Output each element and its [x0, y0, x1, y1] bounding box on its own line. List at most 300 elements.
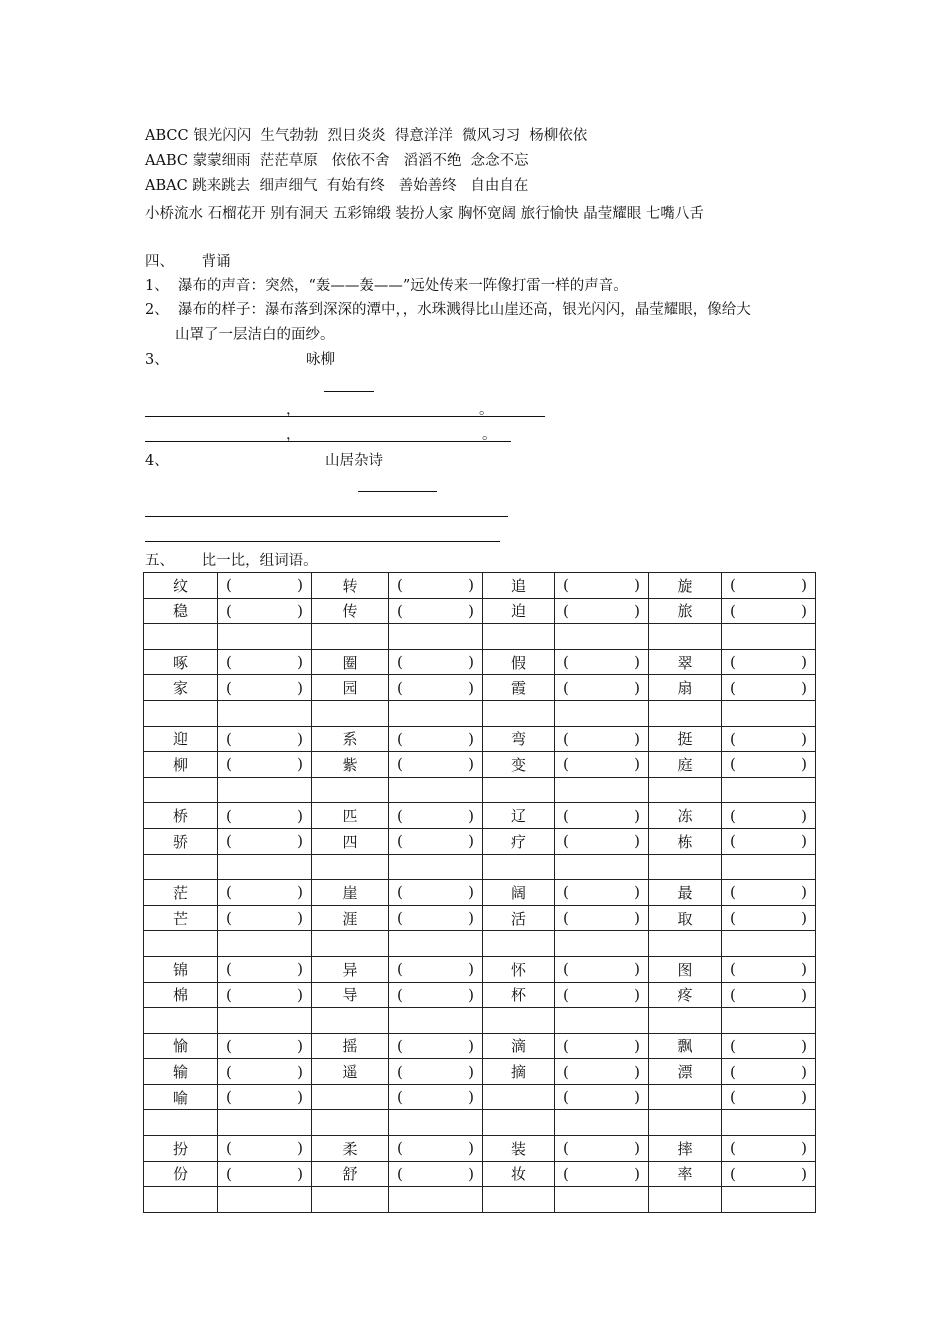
word-answer-cell[interactable]: [722, 1008, 816, 1034]
char-cell: 怀: [483, 956, 555, 982]
word-answer-cell[interactable]: [722, 1187, 816, 1213]
char-cell: 漂: [649, 1059, 722, 1085]
open-bracket: (: [730, 678, 736, 697]
char-cell: 喻: [144, 1084, 218, 1110]
open-bracket: (: [730, 985, 736, 1004]
close-bracket: ): [297, 1036, 303, 1055]
table-row: [144, 956, 816, 982]
word-answer-cell[interactable]: [555, 1084, 649, 1110]
word-answer-cell[interactable]: [218, 982, 312, 1008]
char-cell: 柔: [312, 1136, 389, 1162]
word-answer-cell[interactable]: [218, 624, 312, 650]
char-cell: 份: [144, 1161, 218, 1187]
close-bracket: ): [634, 806, 640, 825]
char-cell: 四: [312, 828, 389, 854]
open-bracket: (: [397, 1062, 403, 1081]
word-answer-cell[interactable]: [555, 777, 649, 803]
word-answer-cell[interactable]: [555, 1008, 649, 1034]
word-answer-cell[interactable]: [555, 1059, 649, 1085]
word-answer-cell[interactable]: [555, 905, 649, 931]
word-answer-cell[interactable]: [722, 675, 816, 701]
char-cell: [144, 931, 218, 957]
word-answer-cell[interactable]: [389, 1161, 483, 1187]
open-bracket: (: [397, 985, 403, 1004]
close-bracket: ): [468, 678, 474, 697]
char-cell: [312, 931, 389, 957]
char-cell: 弯: [483, 726, 555, 752]
char-cell: 飘: [649, 1033, 722, 1059]
word-answer-cell[interactable]: [389, 573, 483, 599]
open-bracket: (: [397, 678, 403, 697]
char-cell: [483, 624, 555, 650]
open-bracket: (: [563, 1062, 569, 1081]
char-cell: [649, 624, 722, 650]
word-answer-cell[interactable]: [389, 624, 483, 650]
word-answer-cell[interactable]: [389, 1084, 483, 1110]
close-bracket: ): [297, 832, 303, 851]
char-cell: 输: [144, 1059, 218, 1085]
open-bracket: (: [397, 960, 403, 979]
table-row: [144, 931, 816, 957]
word-answer-cell[interactable]: [218, 1059, 312, 1085]
word-answer-cell[interactable]: [555, 573, 649, 599]
word-answer-cell[interactable]: [722, 649, 816, 675]
open-bracket: (: [730, 1088, 736, 1107]
char-cell: 桥: [144, 803, 218, 829]
close-bracket: ): [468, 960, 474, 979]
word-answer-cell[interactable]: [218, 880, 312, 906]
word-answer-cell[interactable]: [555, 1136, 649, 1162]
close-bracket: ): [468, 1062, 474, 1081]
char-cell: 摔: [649, 1136, 722, 1162]
close-bracket: ): [468, 601, 474, 620]
idiom-line-aabc: AABC 蒙蒙细雨 茫茫草原 依依不舍 滔滔不绝 念念不忘: [145, 153, 529, 169]
poem-line-blank-2[interactable]: [145, 441, 511, 442]
open-bracket: (: [563, 883, 569, 902]
word-answer-cell[interactable]: [389, 982, 483, 1008]
char-cell: 霞: [483, 675, 555, 701]
open-bracket: (: [226, 883, 232, 902]
word-answer-cell[interactable]: [722, 726, 816, 752]
word-answer-cell[interactable]: [722, 956, 816, 982]
char-cell: 庭: [649, 752, 722, 778]
open-bracket: (: [563, 576, 569, 595]
close-bracket: ): [468, 1088, 474, 1107]
word-answer-cell[interactable]: [218, 777, 312, 803]
char-cell: 疼: [649, 982, 722, 1008]
word-answer-cell[interactable]: [555, 1161, 649, 1187]
close-bracket: ): [634, 653, 640, 672]
open-bracket: (: [563, 653, 569, 672]
word-answer-cell[interactable]: [722, 828, 816, 854]
word-answer-cell[interactable]: [722, 700, 816, 726]
word-answer-cell[interactable]: [555, 1033, 649, 1059]
open-bracket: (: [397, 729, 403, 748]
section4-heading: 四、 背诵: [145, 254, 231, 270]
word-answer-cell[interactable]: [389, 854, 483, 880]
word-answer-cell[interactable]: [389, 598, 483, 624]
open-bracket: (: [226, 909, 232, 928]
open-bracket: (: [397, 1164, 403, 1183]
char-cell: 柳: [144, 752, 218, 778]
poem2-author-blank[interactable]: [358, 491, 437, 492]
char-cell: [312, 700, 389, 726]
open-bracket: (: [730, 1139, 736, 1158]
close-bracket: ): [468, 653, 474, 672]
word-answer-cell[interactable]: [389, 1187, 483, 1213]
close-bracket: ): [634, 1088, 640, 1107]
open-bracket: (: [226, 601, 232, 620]
char-cell: [312, 624, 389, 650]
close-bracket: ): [468, 832, 474, 851]
close-bracket: ): [468, 1139, 474, 1158]
word-answer-cell[interactable]: [555, 675, 649, 701]
char-cell: 栋: [649, 828, 722, 854]
char-cell: 滴: [483, 1033, 555, 1059]
char-cell: [483, 931, 555, 957]
char-cell: 阔: [483, 880, 555, 906]
char-cell: 异: [312, 956, 389, 982]
open-bracket: (: [563, 832, 569, 851]
close-bracket: ): [468, 755, 474, 774]
char-cell: 疗: [483, 828, 555, 854]
close-bracket: ): [297, 678, 303, 697]
char-cell: [312, 854, 389, 880]
table-row: [144, 1136, 816, 1162]
open-bracket: (: [730, 729, 736, 748]
word-answer-cell[interactable]: [722, 752, 816, 778]
close-bracket: ): [468, 985, 474, 1004]
close-bracket: ): [801, 576, 807, 595]
close-bracket: ): [634, 985, 640, 1004]
close-bracket: ): [801, 1139, 807, 1158]
char-cell: [144, 1008, 218, 1034]
section5-heading: 五、 比一比，组词语。: [145, 553, 318, 569]
open-bracket: (: [397, 1036, 403, 1055]
word-answer-cell[interactable]: [218, 905, 312, 931]
word-answer-cell[interactable]: [389, 1136, 483, 1162]
close-bracket: ): [801, 909, 807, 928]
close-bracket: ): [634, 601, 640, 620]
table-row: [144, 1187, 816, 1213]
char-cell: 装: [483, 1136, 555, 1162]
word-answer-cell[interactable]: [218, 649, 312, 675]
word-answer-cell[interactable]: [389, 905, 483, 931]
char-cell: 图: [649, 956, 722, 982]
char-cell: [483, 1084, 555, 1110]
word-answer-cell[interactable]: [389, 880, 483, 906]
word-answer-cell[interactable]: [722, 905, 816, 931]
close-bracket: ): [801, 755, 807, 774]
word-answer-cell[interactable]: [218, 726, 312, 752]
close-bracket: ): [634, 909, 640, 928]
word-answer-cell[interactable]: [722, 1033, 816, 1059]
char-cell: 翠: [649, 649, 722, 675]
open-bracket: (: [397, 832, 403, 851]
word-answer-cell[interactable]: [555, 931, 649, 957]
close-bracket: ): [634, 1036, 640, 1055]
open-bracket: (: [563, 960, 569, 979]
word-answer-cell[interactable]: [218, 854, 312, 880]
char-cell: [483, 1187, 555, 1213]
word-answer-cell[interactable]: [722, 598, 816, 624]
open-bracket: (: [397, 755, 403, 774]
open-bracket: (: [397, 1088, 403, 1107]
word-answer-cell[interactable]: [218, 1110, 312, 1136]
word-answer-cell[interactable]: [389, 1110, 483, 1136]
open-bracket: (: [730, 653, 736, 672]
poem-period-2: 。: [482, 427, 497, 443]
char-cell: [649, 777, 722, 803]
word-answer-cell[interactable]: [389, 803, 483, 829]
close-bracket: ): [634, 1164, 640, 1183]
close-bracket: ): [801, 1088, 807, 1107]
char-cell: [312, 777, 389, 803]
char-cell: [483, 777, 555, 803]
table-row: [144, 1110, 816, 1136]
table-row: [144, 854, 816, 880]
char-cell: 芒: [144, 905, 218, 931]
close-bracket: ): [634, 678, 640, 697]
poem-title-yongliu: 咏柳: [306, 352, 335, 368]
word-answer-cell[interactable]: [218, 828, 312, 854]
close-bracket: ): [801, 883, 807, 902]
table-row: [144, 752, 816, 778]
open-bracket: (: [226, 1036, 232, 1055]
word-answer-cell[interactable]: [722, 854, 816, 880]
char-cell: 迎: [144, 726, 218, 752]
word-answer-cell[interactable]: [389, 1059, 483, 1085]
open-bracket: (: [226, 960, 232, 979]
close-bracket: ): [297, 1088, 303, 1107]
close-bracket: ): [468, 806, 474, 825]
char-cell: 挺: [649, 726, 722, 752]
table-row: [144, 1059, 816, 1085]
word-answer-cell[interactable]: [389, 752, 483, 778]
open-bracket: (: [730, 883, 736, 902]
close-bracket: ): [297, 1164, 303, 1183]
word-answer-cell[interactable]: [218, 675, 312, 701]
table-row: [144, 828, 816, 854]
word-answer-cell[interactable]: [218, 1187, 312, 1213]
char-cell: 妆: [483, 1161, 555, 1187]
word-answer-cell[interactable]: [722, 777, 816, 803]
word-answer-cell[interactable]: [218, 752, 312, 778]
char-cell: 变: [483, 752, 555, 778]
word-answer-cell[interactable]: [389, 777, 483, 803]
compare-words-table: [143, 572, 816, 1213]
word-answer-cell[interactable]: [389, 649, 483, 675]
open-bracket: (: [397, 909, 403, 928]
recite-item-3-number: 3、: [145, 352, 169, 368]
word-answer-cell[interactable]: [218, 1084, 312, 1110]
char-cell: 转: [312, 573, 389, 599]
char-cell: 摘: [483, 1059, 555, 1085]
recite-item-2: 2、 瀑布的样子：瀑布落到深深的潭中，，水珠溅得比山崖还高，银光闪闪，晶莹耀眼，像给大: [145, 302, 751, 318]
word-answer-cell[interactable]: [218, 803, 312, 829]
poem2-line-blank-1[interactable]: [145, 516, 508, 517]
char-cell: 舒: [312, 1161, 389, 1187]
char-cell: 园: [312, 675, 389, 701]
close-bracket: ): [801, 1036, 807, 1055]
word-answer-cell[interactable]: [218, 1033, 312, 1059]
open-bracket: (: [226, 1164, 232, 1183]
recite-item-2-cont: 山罩了一层洁白的面纱。: [175, 327, 335, 343]
close-bracket: ): [801, 1164, 807, 1183]
open-bracket: (: [563, 1164, 569, 1183]
close-bracket: ): [297, 883, 303, 902]
table-row: [144, 726, 816, 752]
word-answer-cell[interactable]: [389, 726, 483, 752]
char-cell: 杯: [483, 982, 555, 1008]
word-answer-cell[interactable]: [389, 956, 483, 982]
table-row: [144, 598, 816, 624]
poem2-line-blank-2[interactable]: [145, 541, 500, 542]
open-bracket: (: [226, 1062, 232, 1081]
char-cell: [649, 1084, 722, 1110]
word-answer-cell[interactable]: [389, 700, 483, 726]
open-bracket: (: [226, 653, 232, 672]
close-bracket: ): [468, 1036, 474, 1055]
word-answer-cell[interactable]: [555, 752, 649, 778]
open-bracket: (: [730, 601, 736, 620]
char-cell: [649, 1187, 722, 1213]
close-bracket: ): [468, 909, 474, 928]
char-cell: [483, 1110, 555, 1136]
word-answer-cell[interactable]: [722, 982, 816, 1008]
word-answer-cell[interactable]: [555, 828, 649, 854]
open-bracket: (: [730, 1164, 736, 1183]
word-answer-cell[interactable]: [218, 1161, 312, 1187]
word-answer-cell[interactable]: [722, 1110, 816, 1136]
char-cell: 茫: [144, 880, 218, 906]
char-cell: 传: [312, 598, 389, 624]
open-bracket: (: [730, 909, 736, 928]
char-cell: 导: [312, 982, 389, 1008]
word-answer-cell[interactable]: [389, 1008, 483, 1034]
open-bracket: (: [730, 1062, 736, 1081]
char-cell: 迫: [483, 598, 555, 624]
word-answer-cell[interactable]: [555, 649, 649, 675]
char-cell: [312, 1008, 389, 1034]
word-answer-cell[interactable]: [555, 880, 649, 906]
open-bracket: (: [563, 1036, 569, 1055]
close-bracket: ): [297, 985, 303, 1004]
word-answer-cell[interactable]: [722, 803, 816, 829]
close-bracket: ): [634, 883, 640, 902]
char-cell: [649, 1110, 722, 1136]
close-bracket: ): [468, 1164, 474, 1183]
word-answer-cell[interactable]: [722, 931, 816, 957]
close-bracket: ): [801, 729, 807, 748]
close-bracket: ): [468, 576, 474, 595]
open-bracket: (: [226, 576, 232, 595]
open-bracket: (: [226, 832, 232, 851]
char-cell: [649, 931, 722, 957]
word-answer-cell[interactable]: [722, 880, 816, 906]
table-row: [144, 675, 816, 701]
word-answer-cell[interactable]: [218, 1136, 312, 1162]
open-bracket: (: [397, 576, 403, 595]
char-cell: 冻: [649, 803, 722, 829]
close-bracket: ): [801, 960, 807, 979]
char-cell: [483, 854, 555, 880]
word-answer-cell[interactable]: [555, 726, 649, 752]
open-bracket: (: [563, 601, 569, 620]
word-answer-cell[interactable]: [722, 1161, 816, 1187]
close-bracket: ): [634, 576, 640, 595]
open-bracket: (: [730, 806, 736, 825]
table-row: [144, 1084, 816, 1110]
word-answer-cell[interactable]: [555, 624, 649, 650]
word-answer-cell[interactable]: [555, 1187, 649, 1213]
word-answer-cell[interactable]: [218, 931, 312, 957]
word-answer-cell[interactable]: [722, 1059, 816, 1085]
char-cell: 旅: [649, 598, 722, 624]
char-cell: [649, 854, 722, 880]
word-answer-cell[interactable]: [722, 624, 816, 650]
open-bracket: (: [730, 1036, 736, 1055]
char-cell: [312, 1110, 389, 1136]
char-cell: [144, 777, 218, 803]
word-answer-cell[interactable]: [218, 598, 312, 624]
char-cell: [144, 1187, 218, 1213]
close-bracket: ): [297, 909, 303, 928]
char-cell: 崖: [312, 880, 389, 906]
word-answer-cell[interactable]: [722, 1136, 816, 1162]
word-answer-cell[interactable]: [389, 828, 483, 854]
char-cell: 旋: [649, 573, 722, 599]
word-answer-cell[interactable]: [218, 573, 312, 599]
close-bracket: ): [297, 576, 303, 595]
close-bracket: ): [297, 601, 303, 620]
char-cell: 扇: [649, 675, 722, 701]
close-bracket: ): [801, 1062, 807, 1081]
word-answer-cell[interactable]: [555, 956, 649, 982]
char-cell: 锦: [144, 956, 218, 982]
table-row: [144, 880, 816, 906]
poem-author-blank[interactable]: [324, 391, 374, 392]
close-bracket: ): [297, 1139, 303, 1158]
close-bracket: ): [634, 1062, 640, 1081]
word-answer-cell[interactable]: [555, 1110, 649, 1136]
table-row: [144, 777, 816, 803]
word-answer-cell[interactable]: [722, 1084, 816, 1110]
word-answer-cell[interactable]: [389, 931, 483, 957]
word-answer-cell[interactable]: [555, 803, 649, 829]
word-answer-cell[interactable]: [555, 700, 649, 726]
word-answer-cell[interactable]: [389, 675, 483, 701]
word-answer-cell[interactable]: [722, 573, 816, 599]
word-answer-cell[interactable]: [555, 598, 649, 624]
char-cell: [649, 700, 722, 726]
word-answer-cell[interactable]: [389, 1033, 483, 1059]
open-bracket: (: [563, 985, 569, 1004]
close-bracket: ): [297, 653, 303, 672]
open-bracket: (: [563, 909, 569, 928]
word-answer-cell[interactable]: [218, 1008, 312, 1034]
char-cell: 最: [649, 880, 722, 906]
char-cell: [312, 1084, 389, 1110]
word-answer-cell[interactable]: [555, 854, 649, 880]
recite-item-1: 1、 瀑布的声音：突然，“轰——轰——”远处传来一阵像打雷一样的声音。: [145, 278, 628, 294]
close-bracket: ): [468, 883, 474, 902]
word-answer-cell[interactable]: [218, 956, 312, 982]
word-answer-cell[interactable]: [218, 700, 312, 726]
poem-period-1: 。: [479, 402, 494, 418]
word-answer-cell[interactable]: [555, 982, 649, 1008]
char-cell: 骄: [144, 828, 218, 854]
